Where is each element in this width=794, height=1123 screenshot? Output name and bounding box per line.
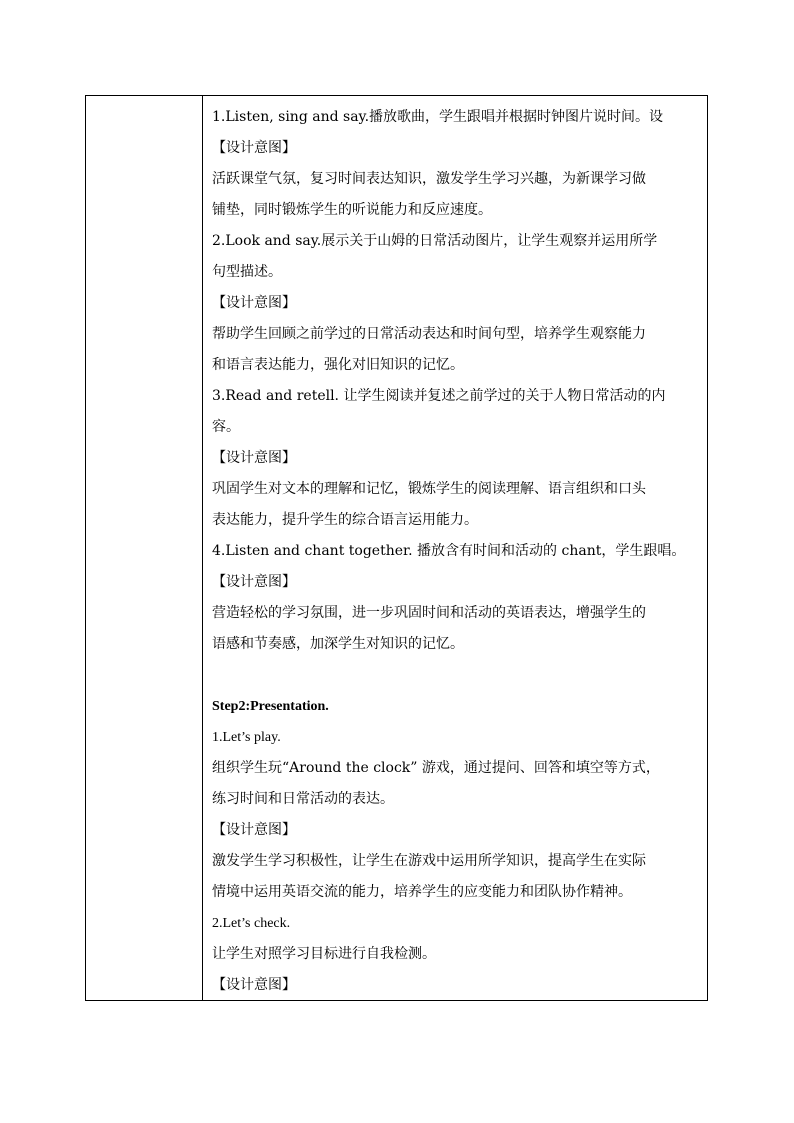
text-line: 1.Let’s play. xyxy=(212,730,281,745)
text-line: 1.Listen, sing and say.播放歌曲，学生跟唱并根据时钟图片说时间。设 xyxy=(212,109,664,125)
text-line: 句型描述。 xyxy=(212,264,282,280)
text-line: 表达能力，提升学生的综合语言运用能力。 xyxy=(212,512,478,528)
text-line: 练习时间和日常活动的表达。 xyxy=(212,791,394,807)
text-line: 激发学生学习积极性，让学生在游戏中运用所学知识，提高学生在实际 xyxy=(212,853,646,869)
design-intent-heading: 【设计意图】 xyxy=(212,574,296,590)
text-line: 让学生对照学习目标进行自我检测。 xyxy=(212,946,436,962)
text-line: 活跃课堂气氛，复习时间表达知识，激发学生学习兴趣，为新课学习做 xyxy=(212,171,646,187)
text-line: 组织学生玩“Around the clock” 游戏，通过提问、回答和填空等方式， xyxy=(212,760,660,776)
text-line: 3.Read and retell. 让学生阅读并复述之前学过的关于人物日常活动的内 xyxy=(212,388,666,404)
text-line: 帮助学生回顾之前学过的日常活动表达和时间句型，培养学生观察能力 xyxy=(212,326,646,342)
text-line: 和语言表达能力，强化对旧知识的记忆。 xyxy=(212,357,464,373)
text-line: 巩固学生对文本的理解和记忆，锻炼学生的阅读理解、语言组织和口头 xyxy=(212,481,646,497)
text-line: 情境中运用英语交流的能力，培养学生的应变能力和团队协作精神。 xyxy=(212,884,632,900)
table-left-cell xyxy=(86,96,203,1000)
design-intent-heading: 【设计意图】 xyxy=(212,450,296,466)
blank-line xyxy=(212,660,701,691)
lesson-plan-table xyxy=(85,95,708,1001)
text-line: 营造轻松的学习氛围，进一步巩固时间和活动的英语表达，增强学生的 xyxy=(212,605,646,621)
text-line: 2.Let’s check. xyxy=(212,916,291,931)
design-intent-heading: 【设计意图】 xyxy=(212,822,296,838)
design-intent-heading: 【设计意图】 xyxy=(212,140,296,156)
text-line: 4.Listen and chant together. 播放含有时间和活动的 chant，学生跟唱。 xyxy=(212,543,686,559)
step-heading: Step2:Presentation. xyxy=(212,699,329,714)
text-line: 2.Look and say.展示关于山姆的日常活动图片，让学生观察并运用所学 xyxy=(212,233,658,249)
text-line: 语感和节奏感，加深学生对知识的记忆。 xyxy=(212,636,464,652)
design-intent-heading: 【设计意图】 xyxy=(212,977,296,993)
design-intent-heading: 【设计意图】 xyxy=(212,295,296,311)
text-line: 铺垫，同时锻炼学生的听说能力和反应速度。 xyxy=(212,202,492,218)
table-right-cell xyxy=(203,96,707,1000)
text-line: 容。 xyxy=(212,419,240,435)
